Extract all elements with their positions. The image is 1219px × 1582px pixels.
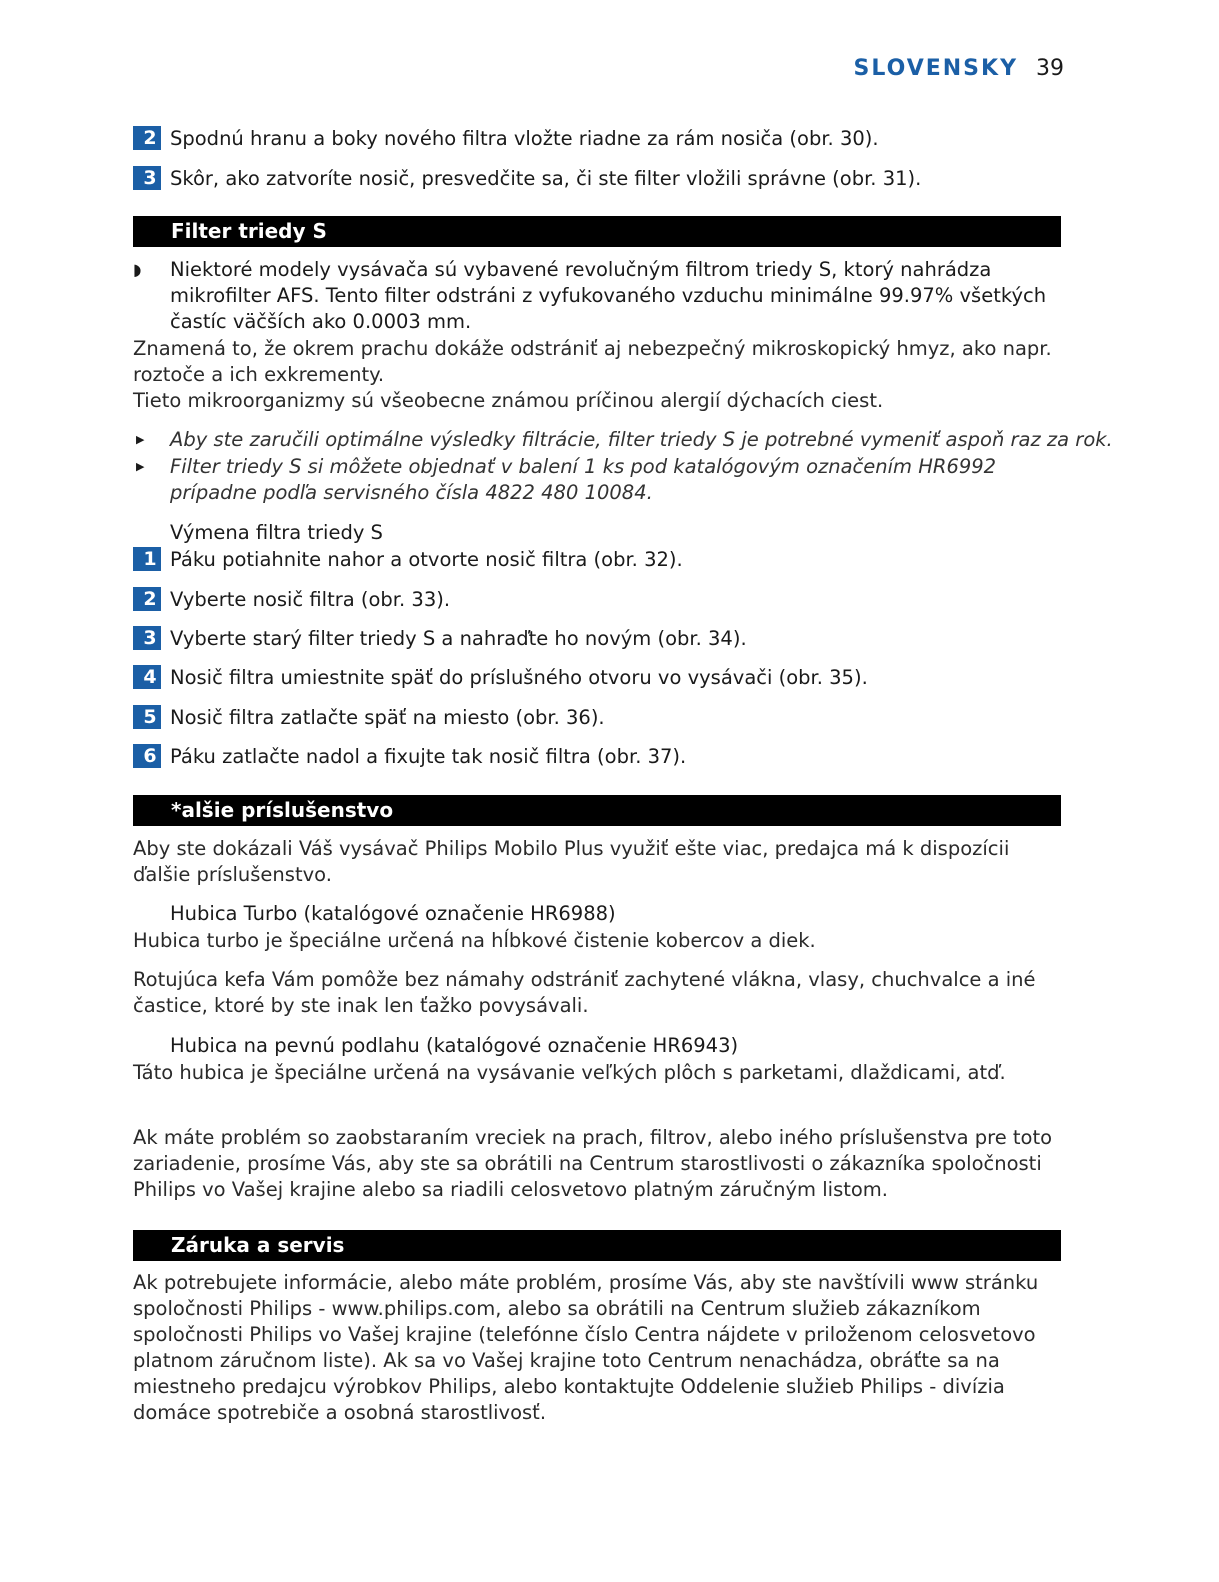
paragraph: Znamená to, že okrem prachu dokáže odstrániť aj nebezpečný mikroskopický hmyz, ako napr. roztoče a ich exkrementy. xyxy=(133,337,1052,386)
subheading: Výmena filtra triedy S xyxy=(170,521,383,544)
section-heading-warranty: Záruka a servis xyxy=(133,1230,1061,1261)
paragraph: Ak máte problém so zaobstaraním vreciek na prach, filtrov, alebo iného príslušenstva pre toto zariadenie, prosíme Vás, aby ste sa obrátili na Centrum starostlivosti o zákazníka spoločnosti Philips vo Vašej krajine alebo sa riadili celosvetovo platným záručným listom. xyxy=(133,1126,1053,1201)
step-number-badge: 3 xyxy=(133,166,161,190)
step-number-badge: 5 xyxy=(133,705,161,729)
step-text: Vyberte starý filter triedy S a nahraďte ho novým (obr. 34). xyxy=(170,626,747,650)
tip-text: Aby ste zaručili optimálne výsledky filtrácie, filter triedy S je potrebné vymeniť aspoň raz za rok. xyxy=(170,428,1113,451)
step-number-badge: 1 xyxy=(133,547,161,571)
page-header xyxy=(854,56,1064,81)
page-number: 39 xyxy=(1036,56,1064,81)
step-item xyxy=(133,125,879,151)
step-item xyxy=(133,586,450,612)
section-heading-accessories: *alšie príslušenstvo xyxy=(133,795,1061,826)
paragraph: Rotujúca kefa Vám pomôže bez námahy odstrániť zachytené vlákna, vlasy, chuchvalce a iné častice, ktoré by ste inak len ťažko povysávali. xyxy=(133,968,1036,1017)
step-item xyxy=(133,165,921,191)
paragraph: Ak potrebujete informácie, alebo máte problém, prosíme Vás, aby ste navštívili www stránku spoločnosti Philips - www.philips.com, alebo sa obrátili na Centrum služieb zákazníkom spoločnosti Philips vo Vašej krajine (telefónne číslo Centra nájdete v priloženom celosvetovo platnom záručnom liste). Ak sa vo Vašej krajine toto Centrum nenachádza, obráťte sa na miestneho predajcu výrobkov Philips, alebo kontaktujte Oddelenie služieb Philips - divízia domáce spotrebiče a osobná starostlivosť. xyxy=(133,1271,1039,1424)
paragraph: Hubica turbo je špeciálne určená na hĺbkové čistenie kobercov a diek. xyxy=(133,929,816,952)
language-label: SLOVENSKY xyxy=(853,56,1018,81)
step-item xyxy=(133,625,747,651)
step-text: Vyberte nosič filtra (obr. 33). xyxy=(170,587,451,611)
bullet-text: Niektoré modely vysávača sú vybavené revolučným filtrom triedy S, ktorý nahrádza mikrofilter AFS. Tento filter odstráni z vyfukovaného vzduchu minimálne 99.97% všetkých častíc väčších ako 0.0003 mm. xyxy=(170,258,1047,333)
bullet-icon: ◗ xyxy=(133,260,142,279)
tip-arrow-icon: ▶ xyxy=(136,460,145,473)
step-number-badge: 2 xyxy=(133,126,161,150)
tip-text: Filter triedy S si môžete objednať v balení 1 ks pod katalógovým označením HR6992 prípadne podľa servisného čísla 4822 480 10084. xyxy=(170,455,997,504)
step-item xyxy=(133,704,605,730)
step-text: Páku potiahnite nahor a otvorte nosič filtra (obr. 32). xyxy=(170,547,683,571)
step-text: Skôr, ako zatvoríte nosič, presvedčite sa, či ste filter vložili správne (obr. 31). xyxy=(170,166,922,190)
subheading: Hubica Turbo (katalógové označenie HR6988) xyxy=(170,902,616,925)
paragraph: Tieto mikroorganizmy sú všeobecne známou príčinou alergií dýchacích ciest. xyxy=(133,389,884,412)
step-text: Spodnú hranu a boky nového filtra vložte riadne za rám nosiča (obr. 30). xyxy=(170,126,879,150)
step-item xyxy=(133,664,868,690)
step-number-badge: 3 xyxy=(133,626,161,650)
paragraph: Aby ste dokázali Váš vysávač Philips Mobilo Plus využiť ešte viac, predajca má k dispozícii ďalšie príslušenstvo. xyxy=(133,837,1010,886)
tip-arrow-icon: ▶ xyxy=(136,433,145,446)
step-text: Nosič filtra umiestnite späť do príslušného otvoru vo vysávači (obr. 35). xyxy=(170,665,868,689)
step-number-badge: 2 xyxy=(133,587,161,611)
section-heading-filter-s: Filter triedy S xyxy=(133,216,1061,247)
step-item xyxy=(133,546,683,572)
step-text: Páku zatlačte nadol a fixujte tak nosič filtra (obr. 37). xyxy=(170,744,687,768)
step-number-badge: 6 xyxy=(133,744,161,768)
step-text: Nosič filtra zatlačte späť na miesto (obr. 36). xyxy=(170,705,605,729)
paragraph: Táto hubica je špeciálne určená na vysávanie veľkých plôch s parketami, dlaždicami, atď. xyxy=(133,1061,1006,1084)
step-item xyxy=(133,743,686,769)
subheading: Hubica na pevnú podlahu (katalógové označenie HR6943) xyxy=(170,1034,739,1057)
step-number-badge: 4 xyxy=(133,665,161,689)
